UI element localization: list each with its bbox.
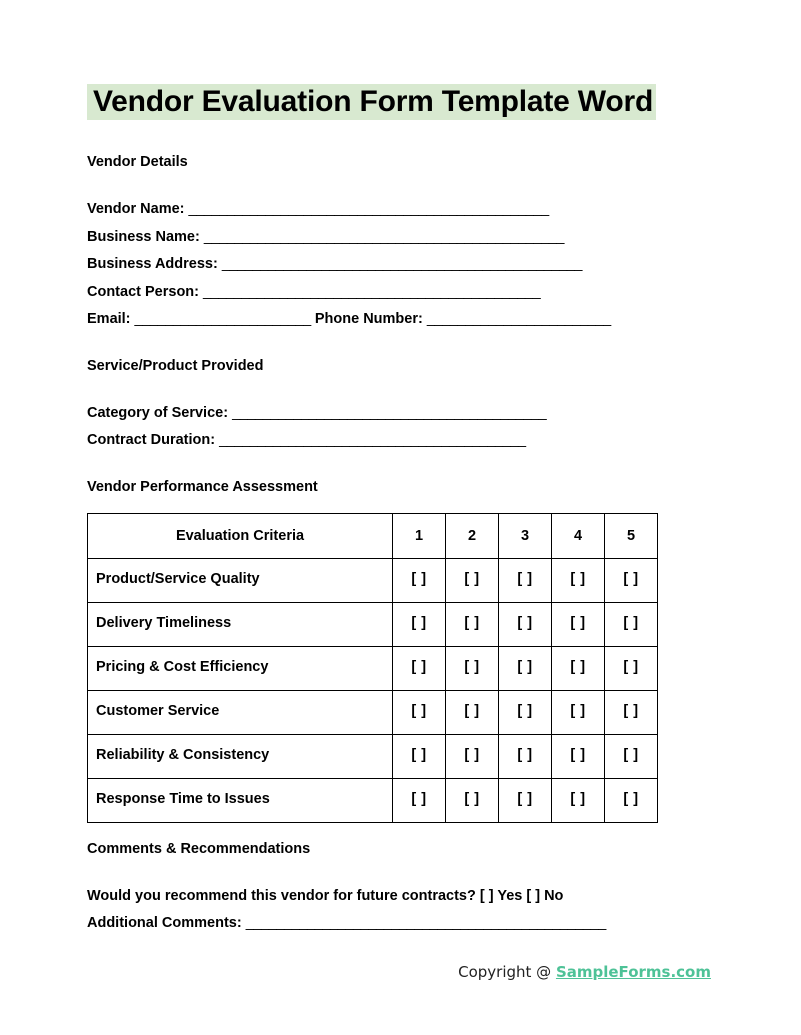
column-header-rating-4: 4 <box>552 513 605 558</box>
rating-checkbox[interactable]: [ ] <box>605 778 658 822</box>
field-additional-comments-blank[interactable]: _______________________________________________ <box>245 915 606 931</box>
rating-checkbox[interactable]: [ ] <box>446 778 499 822</box>
rating-checkbox[interactable]: [ ] <box>393 602 446 646</box>
rating-checkbox[interactable]: [ ] <box>552 778 605 822</box>
spacer <box>87 376 727 400</box>
field-contact-person-label: Contact Person: <box>87 283 199 300</box>
field-business-address-blank[interactable]: _______________________________________________ <box>221 256 583 272</box>
rating-checkbox[interactable]: [ ] <box>393 690 446 734</box>
performance-assessment-table <box>87 513 658 823</box>
criteria-label: Customer Service <box>88 690 393 734</box>
copyright-text: Copyright @ <box>458 963 556 981</box>
spacer <box>87 823 727 839</box>
rating-checkbox[interactable]: [ ] <box>446 690 499 734</box>
spacer <box>87 497 727 513</box>
section-heading-comments: Comments & Recommendations <box>87 840 311 857</box>
footer <box>0 963 711 981</box>
table-row <box>88 778 658 822</box>
column-header-rating-2: 2 <box>446 513 499 558</box>
field-business-address-label: Business Address: <box>87 256 218 272</box>
field-additional-comments-label: Additional Comments: <box>87 915 242 931</box>
criteria-label: Response Time to Issues <box>88 778 393 822</box>
table-row <box>88 690 658 734</box>
section-heading-service-product: Service/Product Provided <box>87 357 264 374</box>
field-business-name-blank[interactable]: _______________________________________________ <box>203 228 565 245</box>
criteria-label: Delivery Timeliness <box>88 602 393 646</box>
table-row <box>88 734 658 778</box>
column-header-rating-1: 1 <box>393 513 446 558</box>
field-contract-duration-label: Contract Duration: <box>87 432 216 448</box>
rating-checkbox[interactable]: [ ] <box>552 646 605 690</box>
brand-link[interactable]: SampleForms.com <box>555 963 711 981</box>
field-business-address <box>87 251 727 279</box>
field-category-of-service <box>87 400 727 428</box>
criteria-label: Reliability & Consistency <box>88 734 393 778</box>
rating-checkbox[interactable]: [ ] <box>605 558 658 602</box>
table-body <box>88 558 658 822</box>
rating-checkbox[interactable]: [ ] <box>499 646 552 690</box>
rating-checkbox[interactable]: [ ] <box>393 734 446 778</box>
page-title-text: Vendor Evaluation Form Template Word <box>87 84 656 120</box>
section-heading-vendor-details: Vendor Details <box>87 154 188 170</box>
rating-checkbox[interactable]: [ ] <box>446 602 499 646</box>
column-header-rating-5: 5 <box>605 513 658 558</box>
rating-checkbox[interactable]: [ ] <box>393 558 446 602</box>
rating-checkbox[interactable]: [ ] <box>499 558 552 602</box>
criteria-label: Pricing & Cost Efficiency <box>88 646 393 690</box>
rating-checkbox[interactable]: [ ] <box>552 558 605 602</box>
field-phone-blank[interactable]: ________________________ <box>426 311 611 327</box>
rating-checkbox[interactable]: [ ] <box>393 778 446 822</box>
rating-checkbox[interactable]: [ ] <box>605 646 658 690</box>
field-vendor-name <box>87 196 727 224</box>
field-email-phone <box>87 306 727 334</box>
rating-checkbox[interactable]: [ ] <box>446 734 499 778</box>
field-vendor-name-label: Vendor Name: <box>87 201 185 217</box>
column-header-rating-3: 3 <box>499 513 552 558</box>
rating-checkbox[interactable]: [ ] <box>499 778 552 822</box>
field-business-name-label: Business Name: <box>87 228 200 245</box>
criteria-label: Product/Service Quality <box>88 558 393 602</box>
rating-checkbox[interactable]: [ ] <box>393 646 446 690</box>
field-business-name <box>87 224 727 252</box>
field-contract-duration <box>87 427 727 455</box>
field-contact-person <box>87 279 727 307</box>
field-category-of-service-blank[interactable]: _________________________________________ <box>232 404 547 421</box>
spacer <box>87 859 727 883</box>
page-title <box>87 80 707 123</box>
field-contract-duration-blank[interactable]: ________________________________________ <box>219 432 526 448</box>
field-recommend-question[interactable]: Would you recommend this vendor for future contracts? [ ] Yes [ ] No <box>87 887 564 904</box>
table-row <box>88 646 658 690</box>
document-body <box>87 152 727 938</box>
rating-checkbox[interactable]: [ ] <box>499 734 552 778</box>
field-additional-comments <box>87 910 727 938</box>
rating-checkbox[interactable]: [ ] <box>605 690 658 734</box>
spacer <box>87 172 727 196</box>
column-header-criteria: Evaluation Criteria <box>88 513 393 558</box>
field-contact-person-blank[interactable]: ____________________________________________ <box>203 283 541 300</box>
field-email-blank[interactable]: _______________________ <box>134 311 311 327</box>
rating-checkbox[interactable]: [ ] <box>499 690 552 734</box>
table-row <box>88 602 658 646</box>
field-phone-label: Phone Number: <box>314 311 423 327</box>
field-email-label: Email: <box>87 311 131 327</box>
section-heading-performance-assessment: Vendor Performance Assessment <box>87 478 318 495</box>
table-header-row <box>88 513 658 558</box>
rating-checkbox[interactable]: [ ] <box>552 602 605 646</box>
spacer <box>87 455 727 477</box>
rating-checkbox[interactable]: [ ] <box>552 690 605 734</box>
rating-checkbox[interactable]: [ ] <box>552 734 605 778</box>
table-row <box>88 558 658 602</box>
rating-checkbox[interactable]: [ ] <box>446 646 499 690</box>
rating-checkbox[interactable]: [ ] <box>605 734 658 778</box>
field-vendor-name-blank[interactable]: _______________________________________________ <box>188 201 549 217</box>
table-header <box>88 513 658 558</box>
rating-checkbox[interactable]: [ ] <box>499 602 552 646</box>
rating-checkbox[interactable]: [ ] <box>446 558 499 602</box>
rating-checkbox[interactable]: [ ] <box>605 602 658 646</box>
field-category-of-service-label: Category of Service: <box>87 404 229 421</box>
spacer <box>87 334 727 356</box>
